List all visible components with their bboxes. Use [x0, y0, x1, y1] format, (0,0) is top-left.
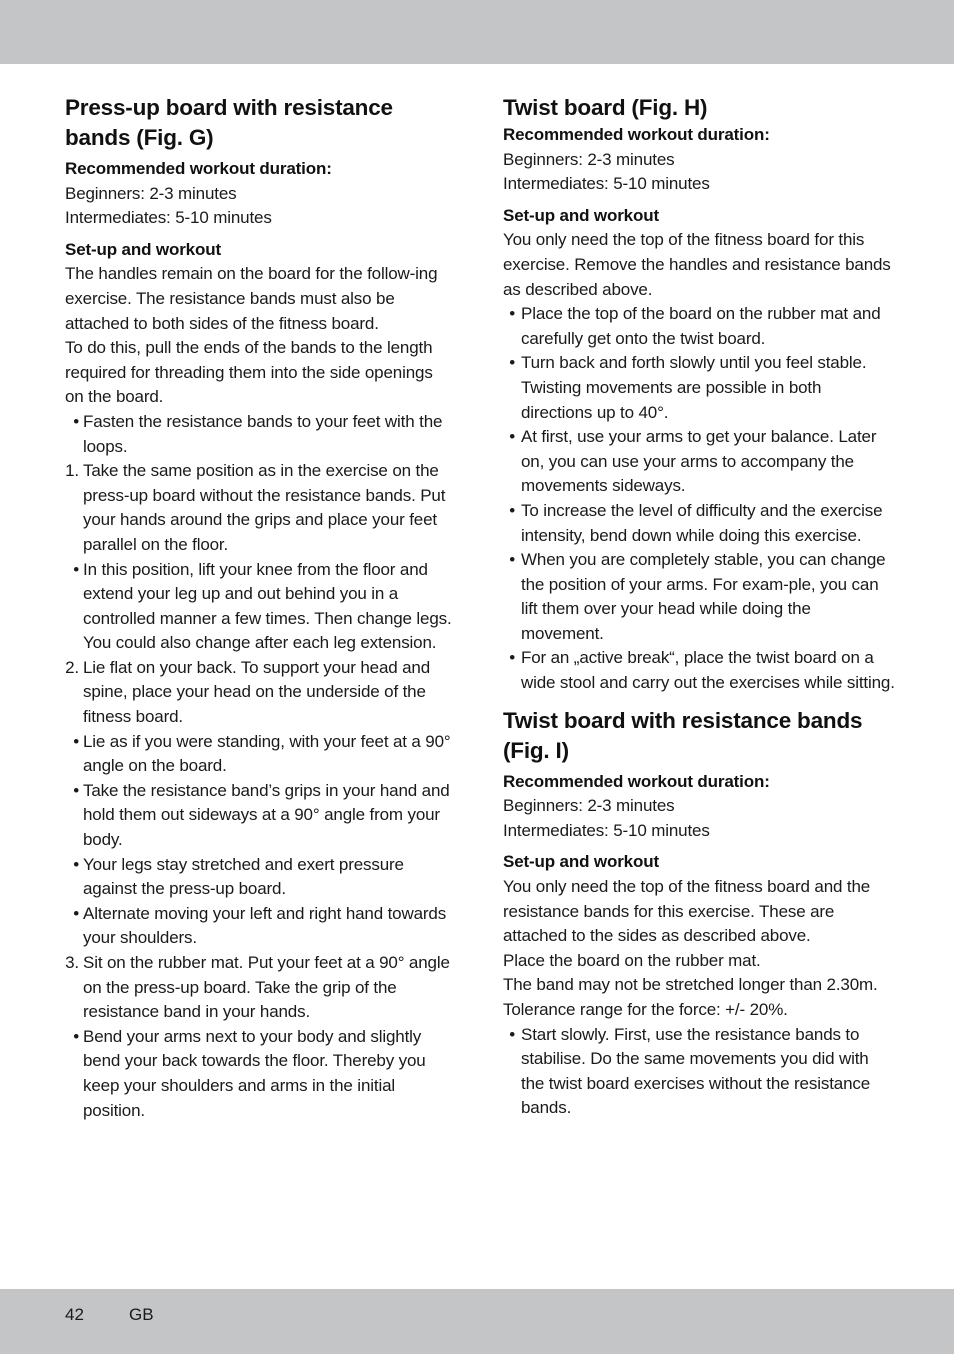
list-item-text: Lie as if you were standing, with your feet at a 90° angle on the board.	[83, 731, 451, 776]
list-item	[65, 951, 453, 1025]
list-item-text: Place the top of the board on the rubber mat and carefully get onto the twist board.	[521, 304, 881, 348]
list-marker: •	[509, 353, 515, 373]
list-item-text: Your legs stay stretched and exert pressure against the press-up board.	[83, 854, 404, 899]
list-item-text: Take the resistance band’s grips in your hand and hold them out sideways at a 90° angle from your body.	[83, 780, 450, 850]
list-item-text: Lie flat on your back. To support your head and spine, place your head on the underside of the fitness board.	[83, 657, 431, 727]
duration-intermediates: Intermediates: 5-10 minutes	[65, 208, 272, 228]
intro-paragraph: The band may not be stretched longer than 2.30m. Tolerance range for the force: +/- 20%.	[503, 975, 878, 1019]
list-marker: •	[509, 304, 515, 324]
duration-heading: Recommended workout duration:	[65, 159, 332, 178]
list-item-text: Turn back and forth slowly until you feel stable. Twisting movements are possible in both directions up to 40°.	[521, 353, 867, 422]
list-marker: 1.	[65, 461, 79, 481]
duration-beginners: Beginners: 2-3 minutes	[503, 796, 675, 816]
section-title-twist-board-bands: Twist board with resistance bands (Fig. I)	[503, 707, 863, 763]
list-marker: •	[73, 731, 79, 751]
duration-heading: Recommended workout duration:	[503, 771, 770, 791]
duration-intermediates: Intermediates: 5-10 minutes	[503, 820, 710, 840]
left-column	[65, 93, 453, 1123]
list-item-text: Start slowly. First, use the resistance bands to stabilise. Do the same movements you did with the twist board exercises without the resistance bands.	[521, 1024, 871, 1118]
instruction-list	[503, 1023, 895, 1121]
list-item-text: In this position, lift your knee from the floor and extend your leg up and out behind you in a controlled manner a few times. Then change legs. You could also change after each leg extension.	[83, 559, 452, 653]
list-marker: •	[509, 500, 515, 520]
list-item-text: Bend your arms next to your body and slightly bend your back towards the floor. Thereby you keep your shoulders and arms in the initial position.	[83, 1026, 426, 1120]
list-item-text: Sit on the rubber mat. Put your feet at a 90° angle on the press-up board. Take the grip of the resistance band in your hands.	[83, 953, 450, 1022]
list-item	[503, 351, 895, 425]
section-title-press-up-bands: Press-up board with resistance bands (Fig. G)	[65, 95, 393, 150]
list-item-text: Fasten the resistance bands to your feet with the loops.	[83, 411, 443, 456]
intro-paragraph: You only need the top of the fitness board for this exercise. Remove the handles and resistance bands as described above.	[503, 230, 891, 299]
duration-beginners: Beginners: 2-3 minutes	[503, 149, 675, 169]
list-item	[65, 459, 453, 557]
list-marker: 3.	[65, 953, 79, 972]
duration-intermediates: Intermediates: 5-10 minutes	[503, 174, 710, 194]
header-band	[0, 0, 954, 64]
list-item	[65, 656, 453, 730]
list-item	[503, 302, 895, 351]
list-item-text: Take the same position as in the exercise on the press-up board without the resistance bands. Put your hands around the grips and place your feet parallel on the floor.	[83, 461, 446, 554]
list-item	[503, 425, 895, 499]
section-title-twist-board: Twist board (Fig. H)	[503, 95, 708, 120]
list-item	[65, 730, 453, 779]
list-marker: •	[73, 559, 79, 579]
list-marker: 2.	[65, 657, 79, 677]
list-item-text: Alternate moving your left and right hand towards your shoulders.	[83, 903, 447, 948]
list-item	[503, 646, 895, 695]
list-item	[503, 499, 895, 548]
list-marker: •	[509, 648, 515, 668]
instruction-list	[503, 302, 895, 696]
list-marker: •	[73, 1026, 79, 1046]
list-item-text: For an „active break“, place the twist board on a wide stool and carry out the exercises while sitting.	[521, 648, 895, 693]
list-item	[65, 902, 453, 951]
duration-heading: Recommended workout duration:	[503, 125, 770, 144]
list-item	[65, 779, 453, 853]
list-item	[65, 558, 453, 656]
list-item	[503, 1023, 895, 1121]
intro-paragraph: The handles remain on the board for the follow-ing exercise. The resistance bands must also be attached to both sides of the fitness board.	[65, 264, 438, 333]
list-marker: •	[73, 903, 79, 923]
intro-paragraph: You only need the top of the fitness board and the resistance bands for this exercise. These are attached to the sides as described above.	[503, 877, 871, 946]
list-marker: •	[73, 780, 79, 800]
instruction-list	[65, 410, 453, 1123]
list-item	[65, 1025, 453, 1123]
language-code: GB	[129, 1305, 154, 1324]
list-marker: •	[73, 854, 79, 874]
list-item	[65, 853, 453, 902]
right-column	[503, 93, 895, 1121]
intro-paragraph: To do this, pull the ends of the bands to the length required for threading them into the side openings on the board.	[65, 338, 433, 407]
list-item	[65, 410, 453, 459]
list-marker: •	[509, 1024, 515, 1044]
list-item-text: To increase the level of difficulty and the exercise intensity, bend down while doing this exercise.	[521, 500, 883, 545]
list-item-text: At first, use your arms to get your balance. Later on, you can use your arms to accompany the movements sideways.	[521, 427, 877, 496]
intro-paragraph: Place the board on the rubber mat.	[503, 950, 761, 970]
setup-heading: Set-up and workout	[65, 239, 221, 259]
page-number: 42	[65, 1305, 84, 1324]
setup-heading: Set-up and workout	[503, 205, 659, 225]
duration-beginners: Beginners: 2-3 minutes	[65, 183, 237, 203]
list-marker: •	[509, 550, 515, 570]
list-item-text: When you are completely stable, you can change the position of your arms. For exam-ple, you can lift them over your head while doing the movement.	[521, 550, 886, 643]
list-marker: •	[73, 411, 79, 431]
list-item	[503, 548, 895, 646]
list-marker: •	[509, 427, 515, 447]
setup-heading: Set-up and workout	[503, 852, 659, 872]
